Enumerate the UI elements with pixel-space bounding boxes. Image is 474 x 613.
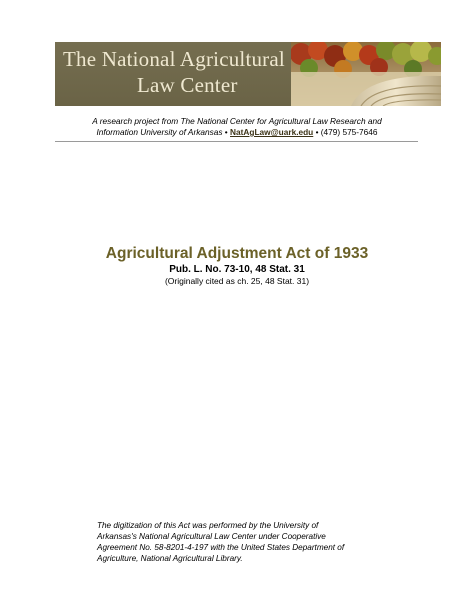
banner-title-line1: The National Agricultural: [63, 47, 285, 71]
digitization-note-line2: Arkansas's National Agricultural Law Center under Cooperative: [97, 532, 326, 541]
public-law-citation: Pub. L. No. 73-10, 48 Stat. 31: [169, 264, 305, 275]
digitization-note-line4: Agriculture, National Agricultural Library.: [97, 554, 243, 563]
original-citation: (Originally cited as ch. 25, 48 Stat. 31): [164, 276, 310, 286]
banner-title-line2: Law Center: [137, 73, 238, 97]
bullet-separator: •: [222, 127, 231, 137]
header-divider: [55, 141, 418, 142]
document-title: Agricultural Adjustment Act of 1933: [105, 245, 369, 262]
banner-title-block: [55, 42, 291, 106]
institution-text: Information University of Arkansas: [96, 127, 223, 137]
bullet-separator: •: [313, 127, 321, 137]
email-link[interactable]: NatAgLaw@uark.edu: [230, 127, 314, 137]
phone-number: (479) 575-7646: [320, 127, 378, 137]
digitization-note-line3: Agreement No. 58-8201-4-197 with the United States Department of: [97, 543, 345, 552]
produce-photo: [291, 42, 441, 106]
research-project-line: A research project from The National Center for Agricultural Law Research and: [92, 116, 382, 126]
header-banner: [55, 42, 441, 106]
contact-line: [0, 127, 474, 138]
digitization-note-line1: The digitization of this Act was performed by the University of: [97, 521, 319, 530]
